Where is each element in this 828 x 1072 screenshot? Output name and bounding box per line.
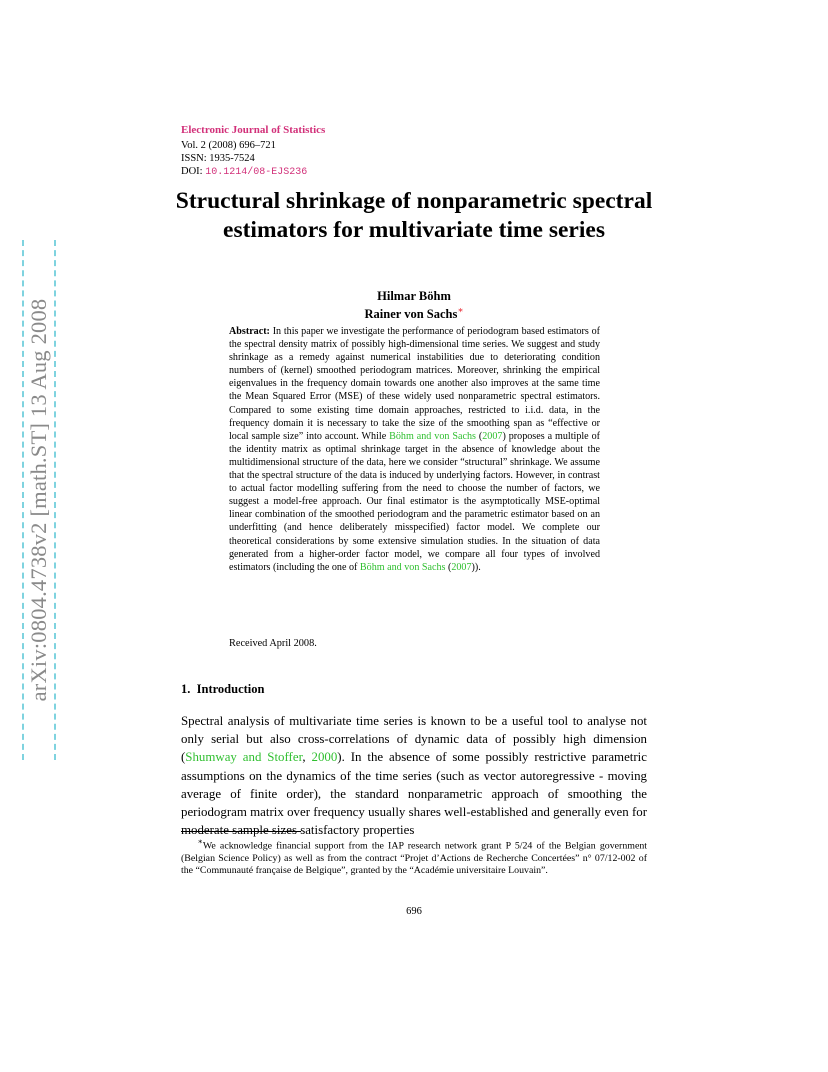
author-2 xyxy=(181,305,647,322)
citation-year-link-1[interactable]: 2007 xyxy=(482,430,503,442)
section-heading xyxy=(181,682,264,697)
footnote xyxy=(181,836,647,878)
citation-link-bohm-1[interactable]: Böhm and von Sachs xyxy=(389,430,476,442)
volume-info: Vol. 2 (2008) 696–721 xyxy=(181,140,276,151)
arxiv-identifier: arXiv:0804.4738v2 [math.ST] 13 Aug 2008 xyxy=(26,298,51,702)
author-2-name: Rainer von Sachs xyxy=(364,307,458,322)
doi-link[interactable]: 10.1214/08-EJS236 xyxy=(205,167,308,178)
footnote-mark-link[interactable]: ∗ xyxy=(457,305,464,315)
intro-text-1: Spectral analysis of multivariate time series is known to be a useful tool to analyse not only serial but also cross-correlations of dynamic data of possibly high dimension ( xyxy=(181,714,647,765)
citation-year-link-shumway[interactable]: 2000 xyxy=(311,750,338,765)
abstract-text-1: In this paper we investigate the performance of periodogram based estimators of the spectral density matrix of possibly high-dimensional time series. We suggest and study shrinkage as a remedy against numerical instabilities due to deteriorating condition numbers of (kernel) smoothed periodogram matrices. Moreover, shrinking the empirical eigenvalues in the frequency domain towards one another also improves at the same time the Mean Squared Error (MSE) of these widely used nonparametric spectral estimators. Compared to some existing time domain approaches, restricted to i.i.d. data, in the frequency domain it is necessary to take the size of the smoothing span as “effective or local sample size” into account. While xyxy=(229,326,600,442)
paper-title: Structural shrinkage of nonparametric spectral estimators for multivariate time series xyxy=(175,188,653,243)
abstract-text-2: proposes a multiple of the identity matrix as optimal shrinkage target in the absence of knowledge about the multidimensional structure of the data, here we consider “structural” shrinkage. We assume that the spectral structure of the data is induced by underlying factors. However, in contrast to actual factor modelling suffering from the need to choose the number of factors, we suggest a model-free approach. Our final estimator is the asymptotically MSE-optimal linear combination of the smoothed periodogram and the parametric estimator based on an underfitting (and hence deliberately misspecified) factor model. We complete our theoretical considerations by some extensive simulation studies. In the situation of data generated from a higher-order factor model, we compare all four types of involved estimators (including the one of xyxy=(229,430,600,573)
abstract: Abstract: In this paper we investigate the performance of periodogram based estimators of the spectral density matrix of possibly high-dimensional time series. We suggest and study shrinkage as a remedy against numerical instabilities due to deteriorating condition numbers of (kernel) smoothed periodogram matrices. Moreover, shrinking the empirical eigenvalues in the frequency domain towards one another also improves at the same time the Mean Squared Error (MSE) of these widely used nonparametric spectral estimators. Compared to some existing time domain approaches, restricted to i.i.d. data, in the frequency domain it is necessary to take the size of the smoothing span as “effective or local sample size” into account. While Böhm and von Sachs (2007) proposes a multiple of the identity matrix as optimal shrinkage target in the absence of knowledge about the multidimensional structure of the data, here we consider “structural” shrinkage. We assume that the spectral structure of the data is induced by underlying factors. However, in contrast to actual factor modelling suffering from the need to choose the number of factors, we suggest a model-free approach. Our final estimator is the asymptotically MSE-optimal linear combination of the smoothed periodogram and the parametric estimator based on an underfitting (and hence deliberately misspecified) factor model. We complete our theoretical considerations by some extensive simulation studies. In the situation of data generated from a higher-order factor model, we compare all four types of involved estimators (including the one of Böhm and von Sachs (2007)). xyxy=(229,326,600,573)
section-title: Introduction xyxy=(196,682,265,696)
footnote-rule xyxy=(181,831,301,832)
section-number: 1. xyxy=(181,682,191,696)
page-number xyxy=(0,906,828,917)
journal-name[interactable]: Electronic Journal of Statistics xyxy=(181,124,326,136)
issn-info: ISSN: 1935-7524 xyxy=(181,153,255,164)
doi-info xyxy=(181,165,307,179)
footnote-mark: ∗ xyxy=(197,837,203,846)
abstract-label: Abstract: xyxy=(229,326,270,337)
author-1: Hilmar Böhm xyxy=(377,289,451,303)
arxiv-side-stamp xyxy=(22,240,56,760)
intro-text-2: ). In the absence of some possibly restrictive parametric assumptions on the dynamics of the time series (such as vector autoregressive - moving average of finite order), the standard nonparametric approach of smoothing the periodogram matrix over frequency usually shares well-established and generally even for moderate sample sizes satisfactory properties xyxy=(181,750,647,838)
citation-year-link-2[interactable]: 2007 xyxy=(451,561,472,573)
abstract-text-3: )). xyxy=(471,561,481,573)
received-date: Received April 2008. xyxy=(229,638,317,649)
citation-link-bohm-2[interactable]: Böhm and von Sachs xyxy=(359,561,446,573)
doi-label: DOI: xyxy=(181,166,203,177)
citation-link-shumway[interactable]: Shumway and Stoffer xyxy=(185,750,303,765)
footnote-text: We acknowledge financial support from the IAP research network grant P 5/24 of the Belgian government (Belgian Science Policy) as well as from the contract “Projet d’Actions de Recherche Concertées” n° 07/12-002 of the “Communauté française de Belgique”, granted by the “Académie universitaire Louvain”. xyxy=(181,840,648,877)
intro-paragraph: Spectral analysis of multivariate time series is known to be a useful tool to analyse not only serial but also cross-correlations of dynamic data of possibly high dimension (Shumway and Stoffer, 2000). In the absence of some possibly restrictive parametric assumptions on the dynamics of the time series (such as vector autoregressive - moving average of finite order), the standard nonparametric approach of smoothing the periodogram matrix over frequency usually shares well-established and generally even for moderate sample sizes satisfactory properties xyxy=(181,714,647,838)
page-number-value: 696 xyxy=(406,906,422,917)
